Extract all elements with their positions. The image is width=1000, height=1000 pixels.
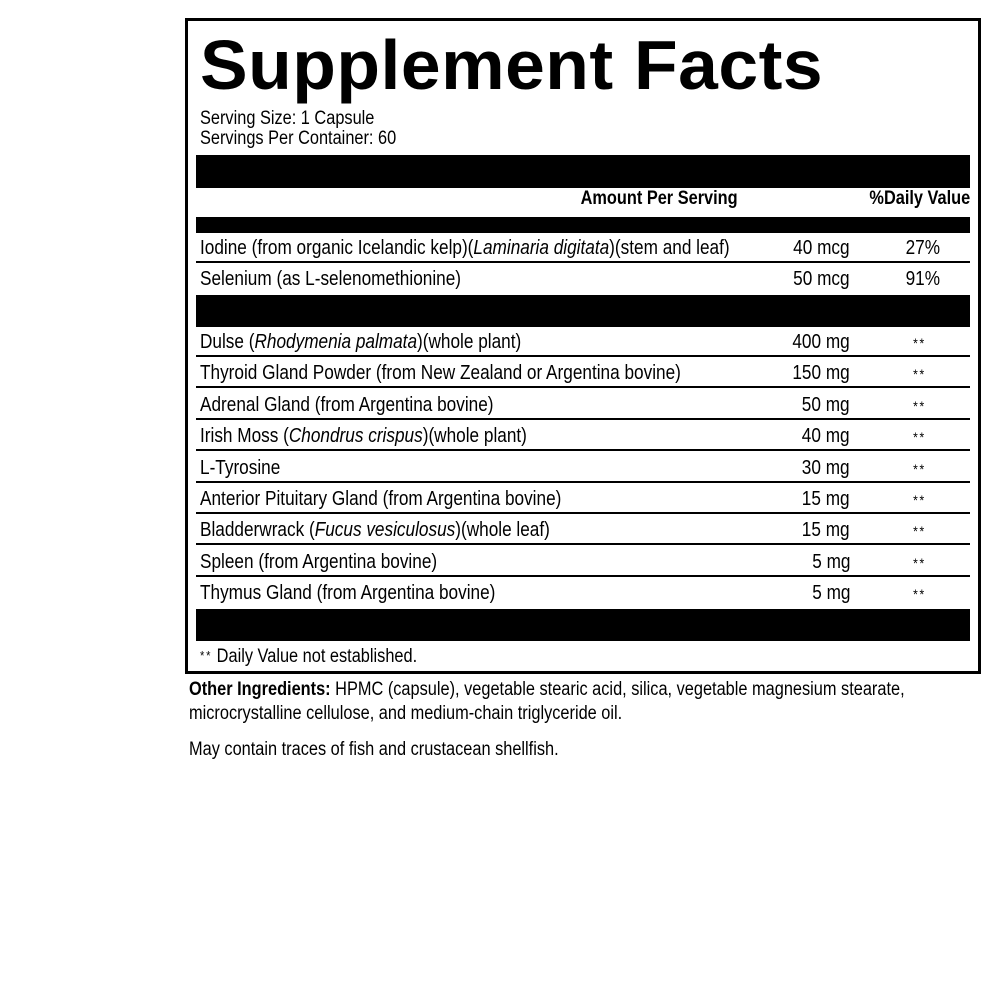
ingredient-name-text: Anterior Pituitary Gland (from Argentina bovine) xyxy=(200,488,562,510)
table-row xyxy=(196,327,970,357)
ingredient-name xyxy=(200,236,730,260)
ingredient-name-text: Thymus Gland (from Argentina bovine) xyxy=(200,582,496,605)
allergen-statement: May contain traces of fish and crustacean shellfish. xyxy=(189,739,559,760)
ingredient-latin-name: Laminaria digitata xyxy=(473,237,610,259)
ingredient-name xyxy=(200,581,495,605)
ingredient-daily-value: ** xyxy=(913,586,926,603)
table-row xyxy=(196,358,970,388)
divider-bar-1 xyxy=(196,217,970,233)
ingredient-name xyxy=(200,550,437,574)
ingredient-name-text: Dulse ( xyxy=(200,331,255,353)
ingredient-amount: 15 mg xyxy=(802,488,850,510)
ingredient-amount: 40 mcg xyxy=(793,237,850,259)
ingredient-name-suffix: )(whole leaf) xyxy=(455,519,550,542)
ingredient-daily-value: ** xyxy=(913,523,926,540)
ingredient-name-text: L-Tyrosine xyxy=(200,456,281,479)
ingredient-name-suffix: )(whole plant) xyxy=(422,425,527,448)
ingredient-name-text: Bladderwrack ( xyxy=(200,519,315,542)
table-row xyxy=(196,264,970,294)
table-row xyxy=(196,233,970,263)
footnote-stars: ** xyxy=(200,648,213,663)
ingredient-name xyxy=(200,330,521,354)
amount-per-serving-header: Amount Per Serving xyxy=(580,188,738,209)
supplement-facts-panel xyxy=(185,18,981,674)
ingredient-latin-name: Chondrus crispus xyxy=(288,425,423,448)
ingredient-amount: 30 mg xyxy=(802,456,850,479)
footnote-text: Daily Value not established. xyxy=(212,646,418,667)
table-row xyxy=(196,453,970,483)
ingredient-daily-value: ** xyxy=(913,492,926,508)
divider-bar-3 xyxy=(196,609,970,641)
ingredient-amount: 5 mg xyxy=(811,550,850,573)
ingredient-name xyxy=(200,456,280,480)
ingredient-amount: 50 mcg xyxy=(793,268,850,290)
ingredient-name-text: Adrenal Gland (from Argentina bovine) xyxy=(200,393,494,416)
ingredient-name-suffix: )(whole plant) xyxy=(417,331,522,353)
table-row xyxy=(196,547,970,577)
other-ingredients xyxy=(189,678,946,726)
ingredient-name xyxy=(200,518,550,542)
other-ingredients-text: HPMC (capsule), vegetable stearic acid, silica, vegetable magnesium stearate, microcrystalline cellulose, and medium-chain triglyceride oil. xyxy=(189,679,905,724)
ingredient-latin-name: Rhodymenia palmata xyxy=(254,331,418,353)
ingredient-daily-value: ** xyxy=(913,429,926,446)
ingredient-name-text: Iodine (from organic Icelandic kelp)( xyxy=(200,237,474,259)
ingredient-daily-value: ** xyxy=(913,366,926,383)
ingredient-name xyxy=(200,361,681,385)
table-row xyxy=(196,578,970,608)
ingredient-daily-value: ** xyxy=(913,397,926,414)
ingredient-name-text: Thyroid Gland Powder (from New Zealand or Argentina bovine) xyxy=(200,362,681,385)
ingredient-name-text: Irish Moss ( xyxy=(200,425,289,448)
ingredient-amount: 40 mg xyxy=(802,425,850,448)
ingredient-name xyxy=(200,487,561,511)
table-row xyxy=(196,484,970,514)
ingredient-amount: 150 mg xyxy=(792,362,850,385)
ingredient-amount: 50 mg xyxy=(802,393,850,416)
panel-title: Supplement Facts xyxy=(200,26,824,104)
table-row xyxy=(196,515,970,545)
ingredient-amount: 15 mg xyxy=(802,519,850,542)
ingredient-latin-name: Fucus vesiculosus xyxy=(314,519,456,542)
other-ingredients-label: Other Ingredients: xyxy=(189,679,331,700)
ingredient-name-suffix: )(stem and leaf) xyxy=(609,237,730,259)
servings-per-container: Servings Per Container: 60 xyxy=(200,128,397,149)
ingredient-name-text: Selenium (as L-selenomethionine) xyxy=(200,268,462,290)
ingredient-daily-value: 91% xyxy=(905,268,940,290)
ingredient-name xyxy=(200,393,494,417)
header-bar xyxy=(196,155,970,188)
ingredient-daily-value: 27% xyxy=(905,237,940,259)
ingredient-daily-value: ** xyxy=(913,335,926,351)
table-row xyxy=(196,421,970,451)
ingredient-daily-value: ** xyxy=(913,460,926,477)
serving-size: Serving Size: 1 Capsule xyxy=(200,108,375,129)
ingredient-amount: 5 mg xyxy=(811,582,850,605)
ingredient-daily-value: ** xyxy=(913,554,926,571)
ingredient-name-text: Spleen (from Argentina bovine) xyxy=(200,550,438,573)
ingredient-name xyxy=(200,424,527,448)
ingredient-name xyxy=(200,267,461,291)
ingredient-amount: 400 mg xyxy=(792,331,850,353)
table-row xyxy=(196,390,970,420)
daily-value-header: %Daily Value xyxy=(869,188,970,209)
divider-bar-2 xyxy=(196,295,970,327)
footnote xyxy=(200,645,417,668)
